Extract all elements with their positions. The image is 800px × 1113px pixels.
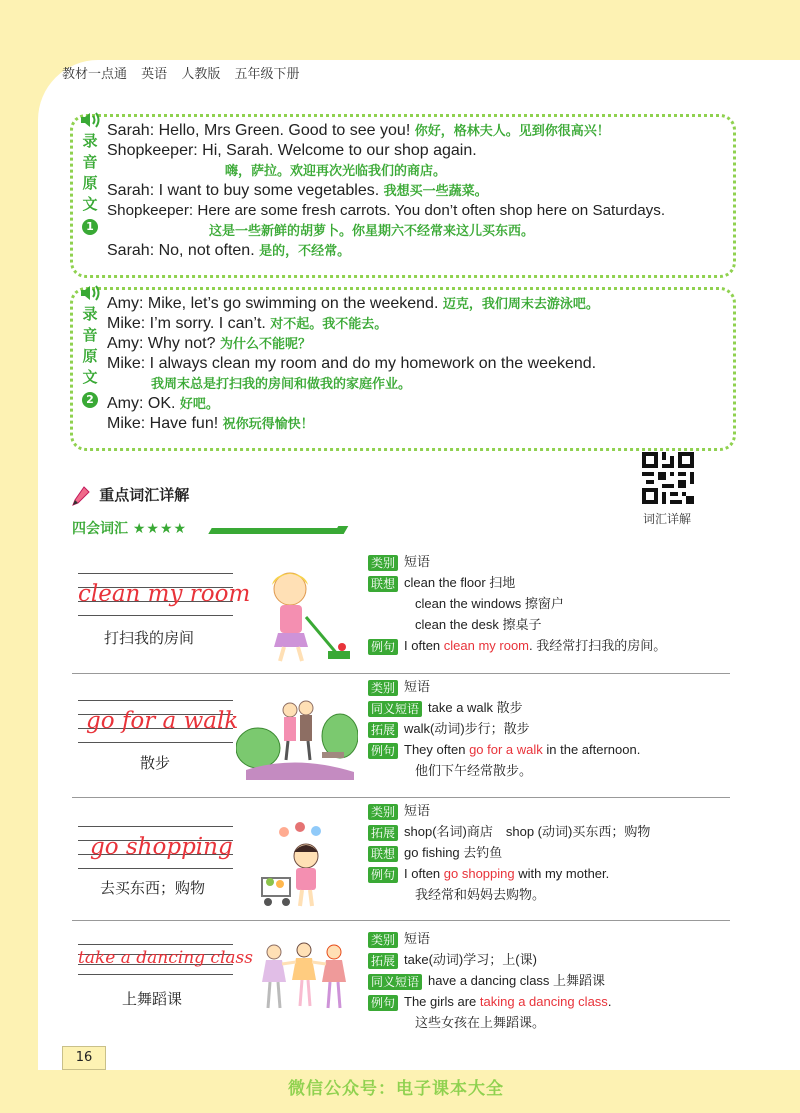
entry-details <box>368 676 640 781</box>
dialog-line: Mike: Have fun! 祝你玩得愉快！ <box>107 415 314 432</box>
dialog-line: Amy: Why not? 为什么不能呢？ <box>107 335 311 352</box>
side-char: 音 <box>82 326 98 344</box>
page-header <box>62 63 309 82</box>
page-number: 16 <box>62 1046 106 1070</box>
dialog-line: Amy: Mike, let’s go swimming on the weekend. 迈克，我们周末去游泳吧。 <box>107 295 599 312</box>
dialog-lines-2 <box>107 294 729 434</box>
subsection-title: 四会词汇 ★★★★ <box>72 521 188 537</box>
detail-row: 这些女孩在上舞蹈课。 <box>415 1015 546 1030</box>
recording-label-2 <box>79 284 101 408</box>
phrase-script: go for a walk <box>86 708 239 734</box>
dialog-line: Amy: OK. 好吧。 <box>107 395 219 412</box>
phrase-script: go shopping <box>90 834 233 860</box>
detail-row: 类别 短语 <box>368 551 666 572</box>
dialog-line: Sarah: I want to buy some vegetables. 我想买一些蔬菜。 <box>107 182 488 199</box>
detail-row: 类别 短语 <box>368 928 611 949</box>
girl-cleaning-illustration <box>250 567 355 665</box>
dialog-line: Shopkeeper: Here are some fresh carrots. You don’t often shop here on Saturdays. <box>107 202 666 219</box>
qr-code-icon[interactable] <box>642 452 694 504</box>
detail-row: 他们下午经常散步。 <box>415 763 533 778</box>
dialog-lines-1 <box>107 121 729 261</box>
decorative-bar <box>208 528 346 534</box>
speaker-icon <box>79 111 101 129</box>
detail-row: 拓展 walk(动词)步行；散步 <box>368 718 640 739</box>
entry-divider <box>72 673 730 674</box>
entry-divider <box>72 797 730 798</box>
phrase-writing-lines <box>78 700 239 750</box>
detail-row: 我经常和妈妈去购物。 <box>415 887 546 902</box>
side-char: 录 <box>82 132 98 150</box>
phrase-meaning: 散步 <box>140 754 171 772</box>
header-subject: 英语 <box>141 67 168 82</box>
detail-row: 拓展 shop(名词)商店 shop (动词)买东西；购物 <box>368 821 650 842</box>
phrase-script: clean my room <box>78 581 251 607</box>
qr-label: 词汇详解 <box>643 512 692 526</box>
side-char: 原 <box>82 347 98 365</box>
recording-number: 2 <box>82 392 98 408</box>
phrase-writing-lines <box>78 573 251 623</box>
detail-row: 类别 短语 <box>368 800 650 821</box>
detail-row: clean the desk 擦桌子 <box>415 617 542 632</box>
detail-row: 类别 短语 <box>368 676 640 697</box>
entry-details <box>368 928 611 1033</box>
side-char: 原 <box>82 174 98 192</box>
side-char: 文 <box>82 195 98 213</box>
entry-divider <box>72 920 730 921</box>
star-rating: ★★★★ <box>132 521 188 537</box>
detail-row: 例句 The girls are taking a dancing class. <box>368 991 611 1012</box>
side-char: 文 <box>82 368 98 386</box>
phrase-script: take a dancing class <box>78 948 253 968</box>
entry-details <box>368 800 650 905</box>
dialog-translation: 这是一些新鲜的胡萝卜。你星期六不经常来这儿买东西。 <box>209 224 535 239</box>
pencil-icon <box>72 486 90 506</box>
dialog-box-2 <box>70 287 736 451</box>
side-char: 录 <box>82 305 98 323</box>
header-grade: 五年级下册 <box>234 67 300 82</box>
phrase-writing-lines <box>78 944 253 994</box>
entry-details <box>368 551 666 656</box>
section-title: 重点词汇详解 <box>72 484 189 506</box>
detail-row: 例句 I often clean my room. 我经常打扫我的房间。 <box>368 635 666 656</box>
dialog-box-1 <box>70 114 736 278</box>
dialog-line: Sarah: Hello, Mrs Green. Good to see you! 你好，格林夫人。见到你很高兴！ <box>107 122 610 139</box>
phrase-meaning: 打扫我的房间 <box>104 629 195 647</box>
detail-row: 联想 go fishing 去钓鱼 <box>368 842 650 863</box>
dialog-translation: 我周末总是打扫我的房间和做我的家庭作业。 <box>151 377 412 392</box>
header-book: 教材一点通 <box>62 67 128 82</box>
girl-shopping-illustration <box>258 822 348 910</box>
recording-label-1 <box>79 111 101 235</box>
detail-row: 例句 I often go shopping with my mother. <box>368 863 650 884</box>
dialog-line: Sarah: No, not often. 是的，不经常。 <box>107 242 351 259</box>
header-edition: 人教版 <box>181 67 221 82</box>
detail-row: 同义短语 take a walk 散步 <box>368 697 640 718</box>
footer-watermark: 微信公众号：电子课本大全 <box>288 1079 504 1099</box>
detail-row: 例句 They often go for a walk in the afternoon. <box>368 739 640 760</box>
girls-dancing-illustration <box>258 938 350 1014</box>
side-char: 音 <box>82 153 98 171</box>
speaker-icon <box>79 284 101 302</box>
recording-number: 1 <box>82 219 98 235</box>
phrase-writing-lines <box>78 826 233 876</box>
detail-row: 联想 clean the floor 扫地 <box>368 572 666 593</box>
phrase-meaning: 去买东西；购物 <box>100 879 206 897</box>
dialog-line: Mike: I always clean my room and do my homework on the weekend. <box>107 355 597 372</box>
dialog-translation: 嗨，萨拉。欢迎再次光临我们的商店。 <box>225 164 447 179</box>
detail-row: 同义短语 have a dancing class 上舞蹈课 <box>368 970 611 991</box>
phrase-meaning: 上舞蹈课 <box>122 990 183 1008</box>
couple-walking-illustration <box>236 690 358 780</box>
dialog-line: Mike: I’m sorry. I can’t. 对不起。我不能去。 <box>107 315 388 332</box>
dialog-line: Shopkeeper: Hi, Sarah. Welcome to our shop again. <box>107 142 477 159</box>
detail-row: 拓展 take(动词)学习；上(课) <box>368 949 611 970</box>
detail-row: clean the windows 擦窗户 <box>415 596 564 611</box>
